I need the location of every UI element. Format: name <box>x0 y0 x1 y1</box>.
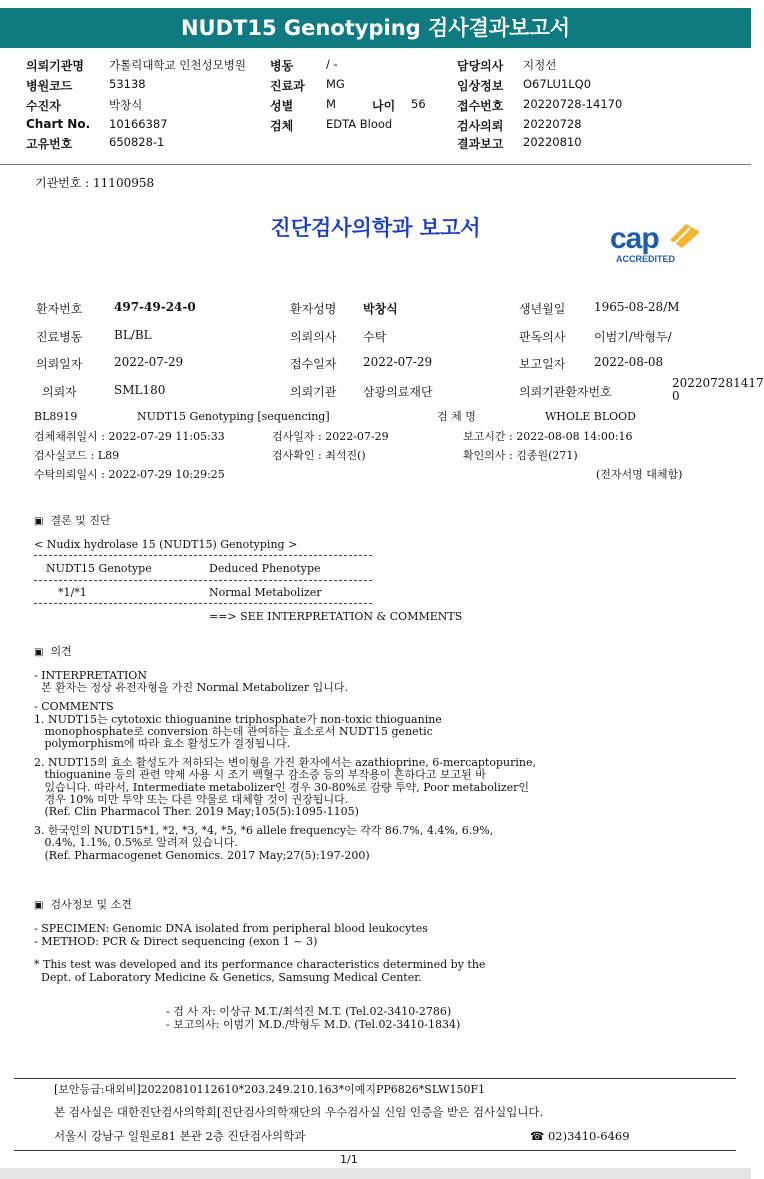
patient-field-value: BL/BL <box>114 328 152 342</box>
opinion-section-label: 의견 <box>50 645 72 658</box>
header-label: 담당의사 <box>457 59 504 73</box>
opinion-line: 본 환자는 정상 유전자형을 가진 Normal Metabolizer 입니다. <box>34 681 349 695</box>
header-label: 성별 <box>270 99 294 113</box>
patient-field-value: SML180 <box>114 383 166 397</box>
test-info-section-label: 검사정보 및 소견 <box>50 898 132 911</box>
see-interpretation-note: ==> SEE INTERPRETATION & COMMENTS <box>209 610 463 623</box>
table-rule <box>34 555 372 556</box>
genotype-column-header: NUDT15 Genotype <box>46 562 152 575</box>
header-value: 지정선 <box>523 58 557 72</box>
patient-field-value: 이범기/박형두/ <box>594 330 672 344</box>
patient-field-label: 의뢰일자 <box>36 357 83 371</box>
patient-field-value: 202207281417 <box>672 376 764 390</box>
patient-field-value: 2022-07-29 <box>114 355 184 369</box>
header-label: 의뢰기관명 <box>26 59 84 73</box>
table-rule <box>34 603 372 604</box>
patient-field-label: 의뢰의사 <box>290 330 337 344</box>
opinion-line: - COMMENTS <box>34 700 114 714</box>
opinion-line: (Ref. Pharmacogenet Genomics. 2017 May;27(5):197-200) <box>34 848 370 862</box>
cap-logo-text: cap <box>610 222 659 255</box>
opinion-section-title <box>34 646 72 659</box>
patient-field-value: 2022-07-29 <box>363 355 433 369</box>
phenotype-value: Normal Metabolizer <box>209 586 322 599</box>
consignment-datetime: 수탁의뢰일시 : 2022-07-29 10:29:25 <box>34 468 225 481</box>
header-label: Chart No. <box>26 117 91 131</box>
test-info-section-title <box>34 899 132 912</box>
header-value: 650828-1 <box>109 135 165 149</box>
report-title: NUDT15 Genotyping 검사결과보고서 <box>0 8 751 48</box>
phenotype-column-header: Deduced Phenotype <box>209 562 321 575</box>
certification-note: 본 검사실은 대한진단검사의학회[진단검사의학재단의 우수검사실 신임 인증을 받은 검사실입니다. <box>54 1105 544 1119</box>
header-label: 수진자 <box>26 99 61 113</box>
patient-field-label: 보고일자 <box>519 357 566 371</box>
opinion-line: (Ref. Clin Pharmacol Ther. 2019 May;105(5):1095-1105) <box>34 805 359 818</box>
header-label: 결과보고 <box>457 137 504 151</box>
test-info-line: * This test was developed and its performance characteristics determined by the <box>34 958 486 971</box>
header-label: 접수번호 <box>457 99 504 113</box>
test-name: NUDT15 Genotyping [sequencing] <box>137 410 330 423</box>
patient-field-label: 의뢰기관환자번호 <box>519 385 612 399</box>
patient-field-value: 박창식 <box>363 302 398 316</box>
opinion-line: 0.4%, 1.1%, 0.5%로 알려져 있습니다. <box>34 836 238 850</box>
patient-field-label: 생년월일 <box>519 302 566 316</box>
test-confirmer: 검사확인 : 최석진() <box>272 449 366 462</box>
lab-address: 서울시 강남구 일원로81 본관 2층 진단검사의학과 <box>54 1129 306 1143</box>
genotyping-panel-title: < Nudix hydrolase 15 (NUDT15) Genotyping > <box>34 538 298 551</box>
header-value: 20220728-14170 <box>523 97 623 111</box>
test-info-line: - SPECIMEN: Genomic DNA isolated from peripheral blood leukocytes <box>34 922 428 935</box>
opinion-line: 2. NUDT15의 효소 활성도가 저하되는 변이형을 가진 환자에서는 azathioprine, 6-mercaptopurine, <box>34 756 536 770</box>
header-value: 20220728 <box>523 117 582 131</box>
confirming-doctor: 확인의사 : 김종원(271) <box>463 449 578 462</box>
header-value: 10166387 <box>109 117 168 131</box>
header-value: M <box>326 97 336 111</box>
age-label: 나이 <box>372 99 396 113</box>
header-value: EDTA Blood <box>326 117 393 131</box>
header-value: 박창식 <box>109 98 143 112</box>
lab-phone <box>530 1130 630 1142</box>
header-label: 고유번호 <box>26 137 73 151</box>
lab-phone-number: 02)3410-6469 <box>547 1129 630 1143</box>
telephone-icon: ☎ <box>530 1129 545 1143</box>
header-label: 임상정보 <box>457 79 504 93</box>
referral-patient-number-tail: 0 <box>672 389 680 403</box>
header-value: MG <box>326 77 345 91</box>
patient-field-label: 진료병동 <box>36 330 83 344</box>
header-label: 병동 <box>270 59 294 73</box>
header-value: 20220810 <box>523 135 582 149</box>
patient-field-value: 2022-08-08 <box>594 355 664 369</box>
patient-field-value: 삼광의료재단 <box>363 385 433 399</box>
genotype-value: *1/*1 <box>58 586 87 599</box>
cap-accredited-logo <box>608 218 708 268</box>
specimen-type: WHOLE BLOOD <box>545 410 636 423</box>
test-info-line: Dept. of Laboratory Medicine & Genetics, Samsung Medical Center. <box>34 970 422 984</box>
patient-field-label: 의뢰기관 <box>290 385 337 399</box>
opinion-line: polymorphism에 따라 효소 활성도가 결정됩니다. <box>34 737 291 750</box>
opinion-line: 1. NUDT15는 cytotoxic thioguanine triphosphate가 non-toxic thioguanine <box>34 712 442 726</box>
result-section-label: 결론 및 진단 <box>50 514 111 527</box>
patient-field-value: 497-49-24-0 <box>114 300 196 314</box>
report-time: 보고시간 : 2022-08-08 14:00:16 <box>463 430 633 443</box>
report-heading: 진단검사의학과 보고서 <box>270 215 481 240</box>
header-value: / - <box>326 57 338 71</box>
test-date: 검사일자 : 2022-07-29 <box>272 430 389 443</box>
square-bullet-icon: ▣ <box>34 900 44 911</box>
page-number: 1/1 <box>340 1153 358 1166</box>
header-divider <box>0 164 751 165</box>
institution-number: 기관번호 : 11100958 <box>35 176 155 190</box>
patient-field-label: 환자번호 <box>36 302 83 316</box>
patient-field-label: 환자성명 <box>290 302 337 316</box>
electronic-signature-note: (전자서명 대체함) <box>596 468 683 481</box>
patient-field-label: 판독의사 <box>519 330 566 344</box>
opinion-line: thioguanine 등의 관련 약제 사용 시 조기 백혈구 감소증 등의 부작용이 흔하다고 보고된 바 <box>34 768 486 782</box>
header-label: 검사의뢰 <box>457 119 504 133</box>
patient-field-label: 의뢰자 <box>42 385 77 399</box>
opinion-line: 3. 한국인의 NUDT15*1, *2, *3, *4, *5, *6 allele frequency는 각각 86.7%, 4.4%, 6.9%, <box>34 824 494 838</box>
table-rule <box>34 580 372 581</box>
lab-code: 검사실코드 : L89 <box>34 449 120 462</box>
header-value: O67LU1LQ0 <box>523 77 592 91</box>
header-label: 병원코드 <box>26 79 73 93</box>
result-section-title <box>34 515 111 528</box>
square-bullet-icon: ▣ <box>34 516 44 527</box>
footer-divider <box>14 1078 736 1079</box>
cap-logo-sub: ACCREDITED <box>616 254 676 264</box>
tester-signature: - 검 사 자: 이상규 M.T./최석진 M.T. (Tel.02-3410-2786) <box>166 1005 452 1018</box>
opinion-line: monophosphate로 conversion 하는데 관여하는 효소로서 NUDT15 genetic <box>34 724 433 738</box>
specimen-label: 검 체 명 <box>437 410 476 423</box>
header-value: 가톨릭대학교 인천성모병원 <box>109 58 246 72</box>
opinion-line: - INTERPRETATION <box>34 669 147 682</box>
security-stamp: [보안등급:대외비]20220810112610*203.249.210.163*이예지PP6826*SLW150F1 <box>54 1083 486 1096</box>
header-label: 진료과 <box>270 79 305 93</box>
header-value: 53138 <box>109 77 146 91</box>
age-value: 56 <box>411 97 426 111</box>
opinion-line: 있습니다. 따라서, Intermediate metabolizer인 경우 30-80%로 감량 투약, Poor metabolizer인 <box>34 780 530 794</box>
square-bullet-icon: ▣ <box>34 647 44 658</box>
opinion-line: 경우 10% 미만 투약 또는 다른 약물로 대체할 것이 권장됩니다. <box>34 792 349 806</box>
footer-bottom-rule <box>14 1150 736 1151</box>
patient-field-label: 접수일자 <box>290 357 337 371</box>
collection-datetime: 검체채취일시 : 2022-07-29 11:05:33 <box>34 430 225 443</box>
test-code: BL8919 <box>34 410 78 423</box>
page-bottom-margin <box>0 1168 751 1179</box>
header-label: 검체 <box>270 119 294 133</box>
reporting-doctor-signature: - 보고의사: 이범기 M.D./박형두 M.D. (Tel.02-3410-1834) <box>166 1018 461 1031</box>
patient-field-value: 1965-08-28/M <box>594 300 680 314</box>
test-info-line: - METHOD: PCR & Direct sequencing (exon 1 ~ 3) <box>34 934 318 948</box>
patient-field-value: 수탁 <box>363 330 387 344</box>
